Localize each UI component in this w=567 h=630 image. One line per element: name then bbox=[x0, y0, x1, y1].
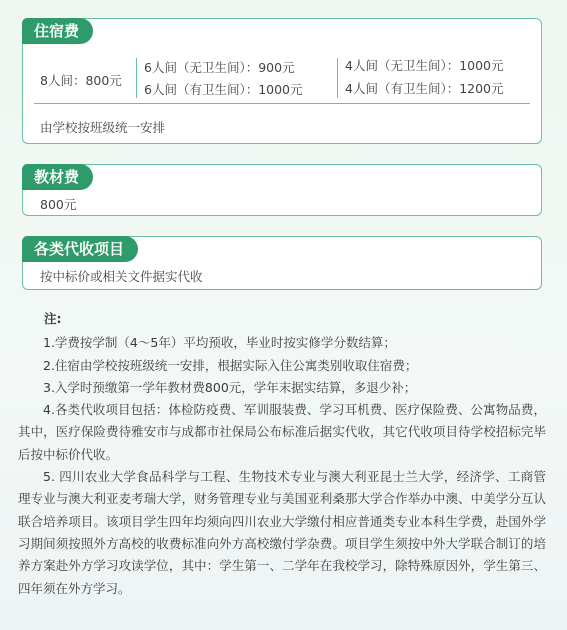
other-fees-box bbox=[22, 236, 542, 290]
note-item: 2.住宿由学校按班级统一安排，根据实际入住公寓类别收取住宿费； bbox=[43, 357, 418, 373]
accommodation-note: 由学校按班级统一安排 bbox=[40, 120, 166, 135]
four-person-no-bath-fee: 4人间（无卫生间）：1000元 bbox=[345, 58, 504, 73]
notes-title: 注: bbox=[44, 311, 62, 326]
textbook-fee-value: 800元 bbox=[40, 197, 77, 212]
note-item: 5. 四川农业大学食品科学与工程、生物技术专业与澳大利亚昆士兰大学，经济学、工商管理专业与澳大利亚麦考瑞大学，财务管理专业与美国亚利桑那大学合作举办中澳、中美学分互认联合培养项目。该项目学生四年均须向四川农业大学缴付相应普通类专业本科生学费，赴国外学习期间须按照外方高校的收费标准向外方高校缴付学杂费。项目学生须按中外大学联合制订的培养方案赴外方学习攻读学位，其中：学生第一、二学年在我校学习，除特殊原因外，学生第三、四年须在外方学习。 bbox=[18, 469, 546, 596]
divider-horizontal bbox=[34, 103, 530, 104]
six-person-with-bath-fee: 6人间（有卫生间）：1000元 bbox=[144, 82, 303, 97]
note-item: 1.学费按学制（4～5年）平均预收，毕业时按实修学分数结算； bbox=[43, 335, 396, 351]
eight-person-room-fee: 8人间：800元 bbox=[40, 73, 122, 88]
four-person-with-bath-fee: 4人间（有卫生间）：1200元 bbox=[345, 81, 504, 96]
divider-vertical bbox=[337, 58, 338, 98]
other-fees-title: 各类代收项目 bbox=[22, 236, 138, 262]
textbook-fee-title: 教材费 bbox=[22, 164, 93, 190]
accommodation-fee-box bbox=[22, 18, 542, 144]
divider-vertical bbox=[136, 58, 137, 98]
note-item: 3.入学时预缴第一学年教材费800元，学年末据实结算，多退少补； bbox=[43, 379, 417, 395]
note-item: 4.各类代收项目包括：体检防疫费、军训服装费、学习耳机费、医疗保险费、公寓物品费，其中，医疗保险费待雅安市与成都市社保局公布标准后据实代收，其它代收项目待学校招标完毕后按中标价代收。 bbox=[18, 402, 546, 462]
textbook-fee-box bbox=[22, 164, 542, 216]
notes-section bbox=[18, 308, 546, 600]
accommodation-fee-title: 住宿费 bbox=[22, 18, 93, 44]
other-fees-value: 按中标价或相关文件据实代收 bbox=[40, 269, 203, 284]
six-person-no-bath-fee: 6人间（无卫生间）：900元 bbox=[144, 60, 295, 75]
